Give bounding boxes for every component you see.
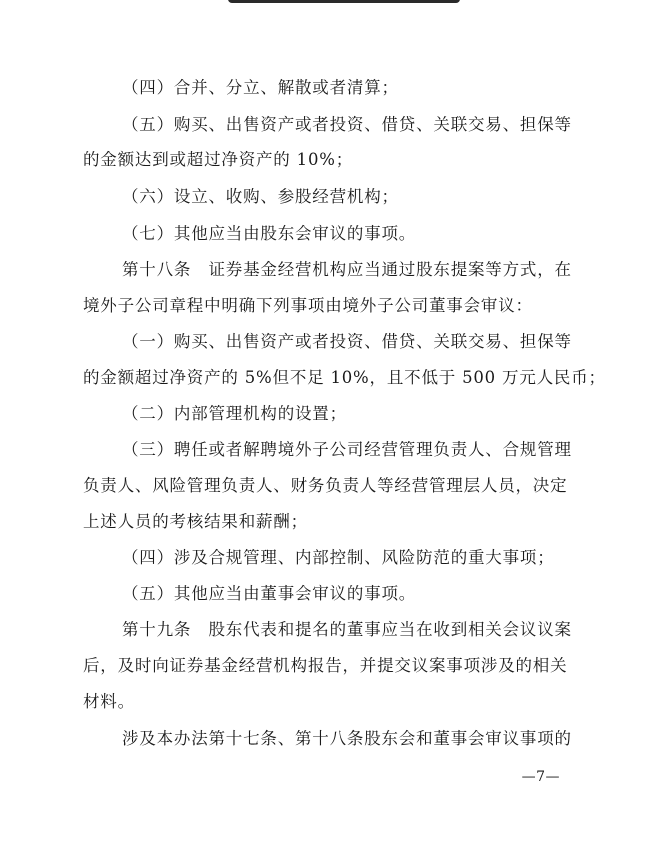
text-line: 涉及本办法第十七条、第十八条股东会和董事会审议事项的	[122, 729, 572, 748]
text-line: （五）其他应当由董事会审议的事项。	[122, 584, 417, 603]
text-line: 上述人员的考核结果和薪酬；	[83, 512, 308, 531]
text-line: 的金额达到或超过净资产的 10%；	[83, 150, 354, 169]
text-line: （一）购买、出售资产或者投资、借贷、关联交易、担保等	[122, 332, 572, 351]
text-line: （四）涉及合规管理、内部控制、风险防范的重大事项；	[122, 548, 555, 567]
text-line: （三）聘任或者解聘境外子公司经营管理负责人、合规管理	[122, 440, 572, 459]
text-line: 后，及时向证券基金经营机构报告，并提交议案事项涉及的相关	[83, 656, 568, 675]
text-line: 材料。	[83, 692, 135, 711]
article-18-heading: 第十八条 证券基金经营机构应当通过股东提案等方式，在	[122, 260, 572, 279]
text-line: 境外子公司章程中明确下列事项由境外子公司董事会审议：	[83, 296, 533, 315]
text-line: （四）合并、分立、解散或者清算；	[122, 78, 399, 97]
text-line: 的金额超过净资产的 5%但不足 10%，且不低于 500 万元人民币；	[83, 368, 606, 387]
text-line: （六）设立、收购、参股经营机构；	[122, 187, 399, 206]
text-line: 负责人、风险管理负责人、财务负责人等经营管理层人员，决定	[83, 476, 568, 495]
text-line: （二）内部管理机构的设置；	[122, 404, 347, 423]
text-line: （五）购买、出售资产或者投资、借贷、关联交易、担保等	[122, 115, 572, 134]
article-19-heading: 第十九条 股东代表和提名的董事应当在收到相关会议议案	[122, 620, 572, 639]
page-number: —7—	[521, 769, 560, 785]
text-line: （七）其他应当由股东会审议的事项。	[122, 224, 417, 243]
top-edge-tab	[228, 0, 460, 3]
